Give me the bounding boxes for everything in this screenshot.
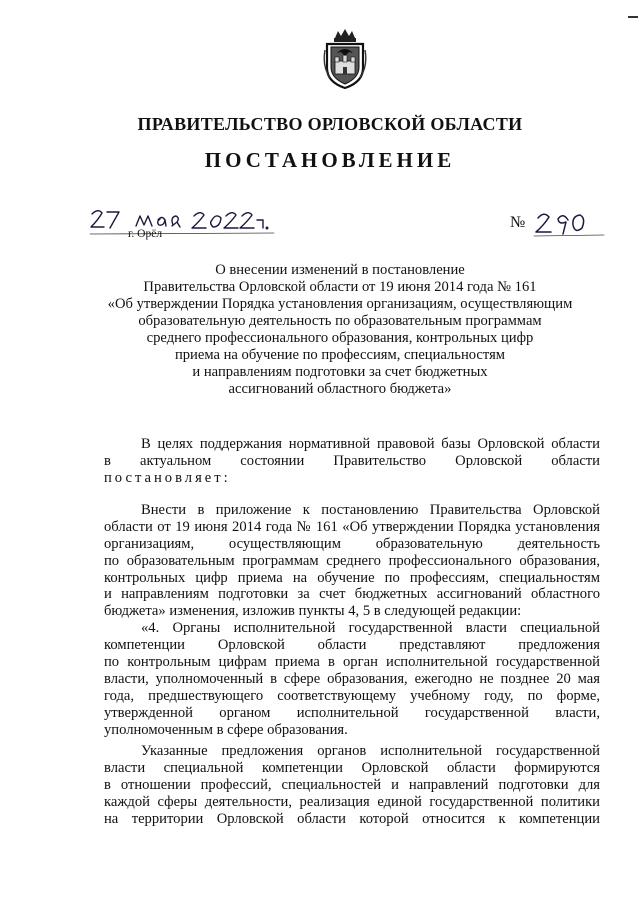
text-line: власти специальной компетенции Орловской области формируются [104,759,600,776]
text-line: Внести в приложение к постановлению Правительства Орловской [141,502,600,518]
text-line: В целях поддержания нормативной правовой базы Орловской области [141,436,600,452]
subject-line: среднего профессионального образования, контрольных цифр [146,330,534,346]
page-corner-mark [628,16,638,18]
number-sign: № [510,214,526,231]
handwritten-date-signature [88,200,278,240]
text-line: утвержденной органом исполнительной государственной власти, [104,704,600,721]
text-line: уполномоченным в сфере образования. [104,721,348,738]
document-subject [100,262,580,398]
text-line: области от 19 июня 2014 года № 161 «Об утверждении Порядка установления [104,518,600,535]
city-label: г. Орёл [128,228,163,240]
resolution-paragraph [104,502,600,738]
text-line: по контрольным цифрам приема в орган исполнительной государственной [104,654,600,671]
organization-title: ПРАВИТЕЛЬСТВО ОРЛОВСКОЙ ОБЛАСТИ [137,114,523,134]
text-line: постановляет: [104,469,231,486]
text-line: Указанные предложения органов исполнительной государственной [141,743,600,759]
text-line: по образовательным программам среднего профессионального образования, [104,552,600,569]
text-line: каждой сферы деятельности, реализация единой государственной политики [104,793,600,810]
document-number [510,206,610,240]
subject-line: образовательную деятельность по образовательным программам [138,313,542,329]
text-line: на территории Орловской области которой относится к компетенции [104,810,600,827]
coat-of-arms-icon [322,28,368,90]
text-line: организациям, осуществляющим образовательную деятельность [104,535,600,552]
subject-line: О внесении изменений в постановление [215,262,465,278]
subject-line: ассигнований областного бюджета» [228,381,452,397]
text-line: в актуальном состоянии Правительство Орловской области [104,452,600,469]
preamble-paragraph [104,436,600,487]
subject-line: «Об утверждении Порядка установления организациям, осуществляющим [107,296,573,312]
text-line: «4. Органы исполнительной государственной власти специальной [141,620,600,637]
text-line: и направлениям подготовки за счет бюджетных ассигнований областного [104,586,600,603]
text-line: компетенции Орловской области представляют предложения [104,637,600,654]
document-type-heading: ПОСТАНОВЛЕНИЕ [204,148,456,172]
text-line: контрольных цифр приема на обучение по профессиям, специальностям [104,569,600,586]
subject-line: приема на обучение по профессиям, специальностям [174,347,506,363]
text-line: власти, уполномоченный в сфере образования, ежегодно не позднее 20 мая [104,670,600,687]
handwritten-number [532,206,608,240]
proposals-paragraph [104,743,600,827]
text-line: года, предшествующего соответствующему учебному году, по форме, [104,687,600,704]
subject-line: и направлениям подготовки за счет бюджетных [192,364,488,380]
text-line: в отношении профессий, специальностей и направлений подготовки для [104,776,600,793]
text-line: бюджета» изменения, изложив пункты 4, 5 в следующей редакции: [104,603,522,620]
subject-line: Правительства Орловской области от 19 июня 2014 года № 161 [143,279,537,295]
